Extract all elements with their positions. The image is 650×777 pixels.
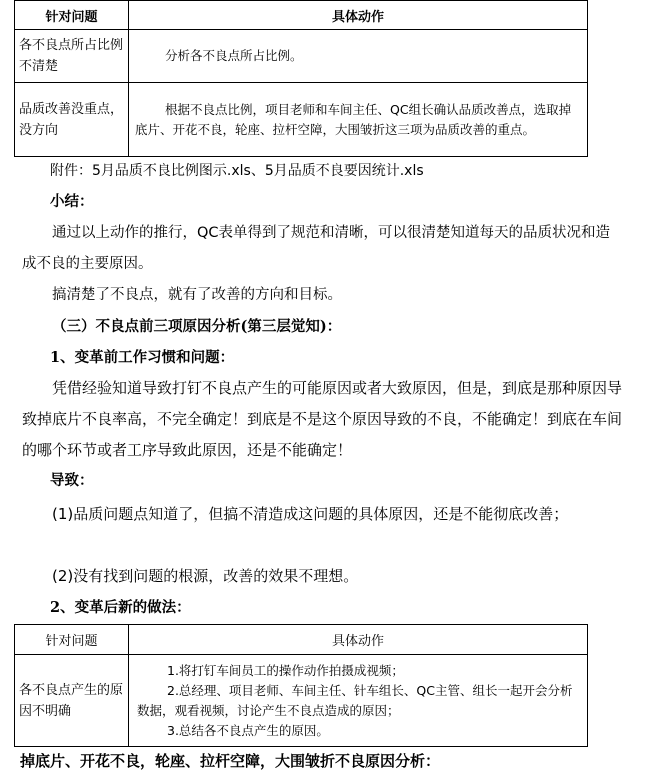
table2-action-2: 2.总经理、项目老师、车间主任、针车组长、QC主管、组长一起开会分析数据，观看视频，讨论产生不良点造成的原因； xyxy=(137,682,573,718)
summary-paragraph-2: 搞清楚了不良点，就有了改善的方向和目标。 xyxy=(52,287,342,303)
problem-action-table-2 xyxy=(14,624,588,747)
final-heading: 掉底片、开花不良，轮座、拉杆空障，大围皱折不良原因分析： xyxy=(20,752,441,770)
sub2-heading: 2、变革后新的做法： xyxy=(50,599,191,616)
problem-action-table-1 xyxy=(14,0,588,157)
sub1-text: 凭借经验知道导致打钉不良点产生的可能原因或者大致原因，但是，到底是那种原因导致掉底片不良率高，不完全确定！到底是不是这个原因导致的不良，不能确定！到底在车间的哪个环节或者工序导致此原因，还是不能确定！ xyxy=(22,379,623,459)
result-item-1: (1)品质问题点知道了，但搞不清造成这问题的具体原因，还是不能彻底改善； xyxy=(52,505,569,523)
table1-row1-action: 分析各不良点所占比例。 xyxy=(129,30,588,83)
table1-row2-problem: 品质改善没重点，没方向 xyxy=(15,83,129,157)
table2-header-problem: 针对问题 xyxy=(15,625,129,655)
table1-header-action: 具体动作 xyxy=(129,1,588,30)
sub1-heading: 1、变革前工作习惯和问题： xyxy=(50,349,235,366)
table2-action-1: 1.将打钉车间员工的操作动作拍摄成视频； xyxy=(167,662,404,678)
attachment-line: 附件：5月品质不良比例图示.xls、5月品质不良要因统计.xls xyxy=(50,163,424,179)
table1-row2-action: 根据不良点比例，项目老师和车间主任、QC组长确认品质改善点，选取掉底片、开花不良，轮座、拉杆空障，大围皱折这三项为品质改善的重点。 xyxy=(129,83,588,157)
table2-row-problem: 各不良点产生的原因不明确 xyxy=(15,655,129,747)
summary-paragraph-1: 通过以上动作的推行，QC表单得到了规范和清晰，可以很清楚知道每天的品质状况和造成不良的主要原因。 xyxy=(22,225,611,272)
section3-heading: （三）不良点前三项原因分析(第三层觉知)： xyxy=(52,318,342,335)
result-item-2: (2)没有找到问题的根源，改善的效果不理想。 xyxy=(52,567,359,585)
summary-heading: 小结： xyxy=(50,194,94,210)
table1-header-problem: 针对问题 xyxy=(15,1,129,30)
table1-row1-problem: 各不良点所占比例不清楚 xyxy=(15,30,129,83)
table2-action-3: 3.总结各不良点产生的原因。 xyxy=(167,722,329,738)
result-heading: 导致： xyxy=(50,473,94,489)
table2-row-actions xyxy=(129,655,588,747)
table2-header-action: 具体动作 xyxy=(129,625,588,655)
